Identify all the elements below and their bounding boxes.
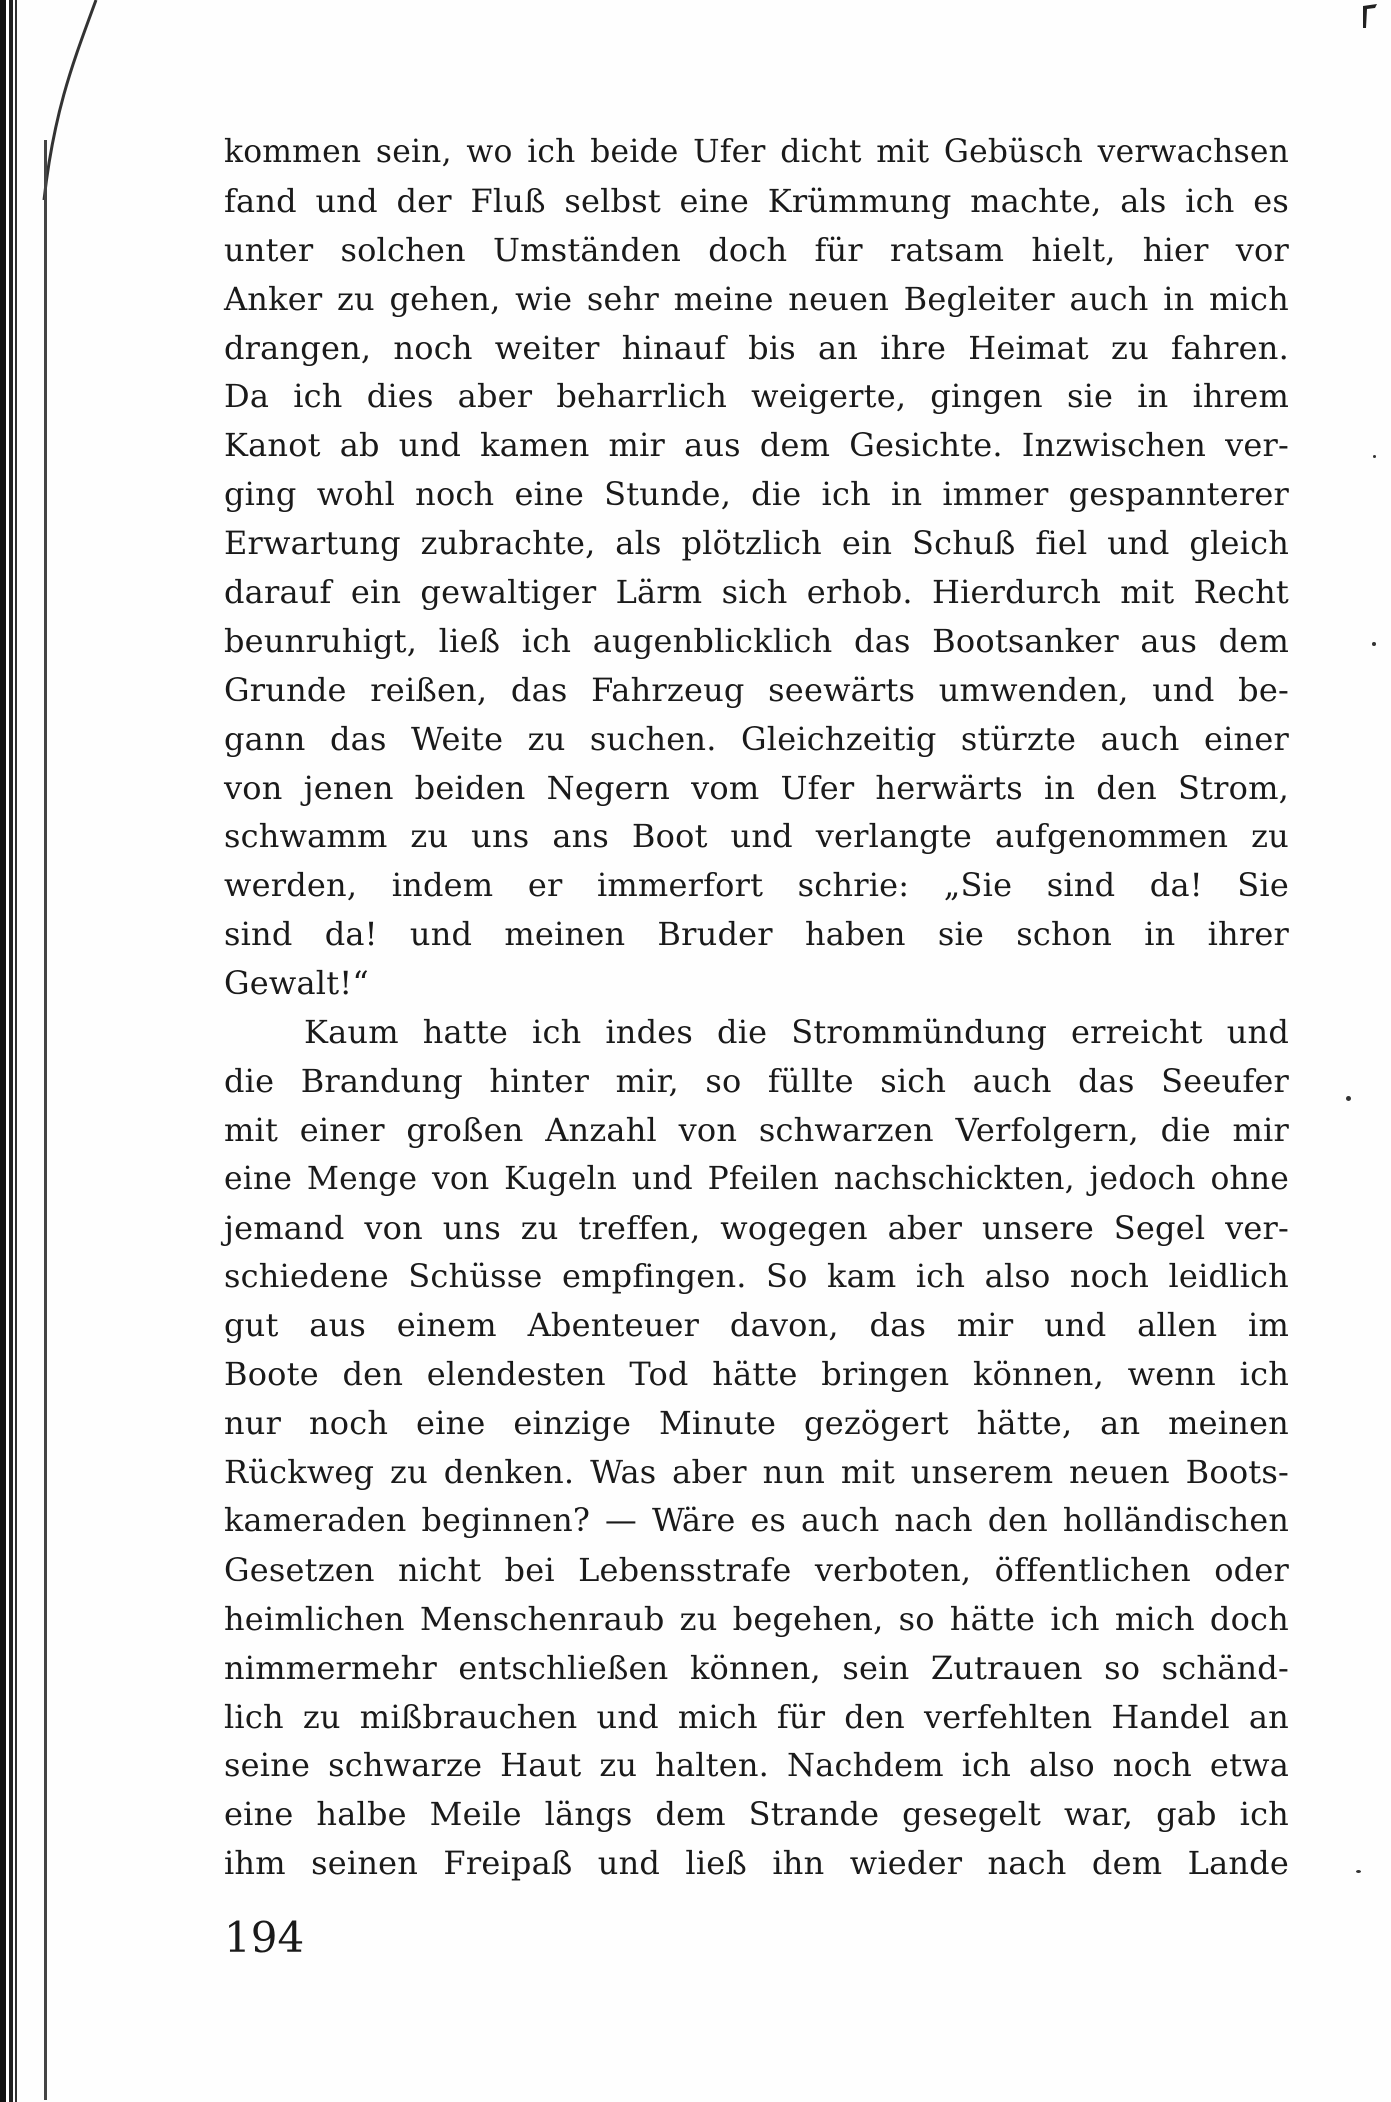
text-line: fand und der Fluß selbst eine Krümmung machte, als ich es	[224, 181, 1289, 220]
text-line: Erwartung zubrachte, als plötzlich ein Schuß fiel und gleich	[224, 524, 1289, 563]
margin-dot	[1346, 1096, 1351, 1101]
corner-mark	[1361, 2, 1381, 32]
text-line: Boote den elendesten Tod hätte bringen können, wenn ich	[224, 1355, 1289, 1394]
text-line: Kanot ab und kamen mir aus dem Gesichte. Inzwischen ver-	[224, 426, 1289, 465]
text-line: Gewalt!“	[224, 964, 369, 1003]
text-line: unter solchen Umständen doch für ratsam hielt, hier vor	[224, 230, 1289, 269]
text-line: werden, indem er immerfort schrie: „Sie sind da! Sie	[224, 866, 1289, 905]
paragraph	[224, 128, 1289, 1008]
text-line: die Brandung hinter mir, so füllte sich auch das Seeufer	[224, 1061, 1289, 1100]
text-line: Rückweg zu denken. Was aber nun mit unserem neuen Boots-	[224, 1453, 1289, 1492]
binding-curve-line	[14, 0, 104, 230]
text-line: jemand von uns zu treffen, wogegen aber unsere Segel ver-	[224, 1208, 1289, 1247]
page-number: 194	[224, 1913, 305, 1962]
margin-dot	[1356, 1870, 1361, 1873]
text-line: Gesetzen nicht bei Lebensstrafe verboten, öffentlichen oder	[224, 1550, 1289, 1589]
text-line: nur noch eine einzige Minute gezögert hätte, an meinen	[224, 1404, 1289, 1443]
text-line: lich zu mißbrauchen und mich für den verfehlten Handel an	[224, 1697, 1289, 1736]
text-line: Anker zu gehen, wie sehr meine neuen Begleiter auch in mich	[224, 279, 1289, 318]
text-line: ging wohl noch eine Stunde, die ich in immer gespannterer	[224, 475, 1289, 514]
text-line: eine halbe Meile längs dem Strande gesegelt war, gab ich	[224, 1795, 1289, 1834]
text-line: kommen sein, wo ich beide Ufer dicht mit Gebüsch verwachsen	[224, 134, 1289, 170]
text-line: schwamm zu uns ans Boot und verlangte aufgenommen zu	[224, 817, 1289, 856]
text-line: beunruhigt, ließ ich augenblicklich das Bootsanker aus dem	[224, 621, 1289, 660]
text-line: gut aus einem Abenteuer davon, das mir und allen im	[224, 1306, 1289, 1345]
text-line: seine schwarze Haut zu halten. Nachdem ich also noch etwa	[224, 1746, 1289, 1785]
text-line: drangen, noch weiter hinauf bis an ihre Heimat zu fahren.	[224, 328, 1289, 367]
paragraph	[224, 1008, 1289, 1888]
text-line: sind da! und meinen Bruder haben sie schon in ihrer	[224, 915, 1289, 954]
text-line: Da ich dies aber beharrlich weigerte, gingen sie in ihrem	[224, 377, 1289, 416]
text-line: darauf ein gewaltiger Lärm sich erhob. Hierdurch mit Recht	[224, 573, 1289, 612]
text-line: gann das Weite zu suchen. Gleichzeitig stürzte auch einer	[224, 719, 1289, 758]
text-line: ihm seinen Freipaß und ließ ihn wieder nach dem Lande	[224, 1844, 1289, 1883]
text-line: schiedene Schüsse empfingen. So kam ich also noch leidlich	[224, 1257, 1289, 1296]
text-line: von jenen beiden Negern vom Ufer herwärts in den Strom,	[224, 768, 1289, 807]
binding-inner-line	[44, 140, 47, 2100]
text-line: eine Menge von Kugeln und Pfeilen nachschickten, jedoch ohne	[224, 1160, 1289, 1197]
margin-dot	[1373, 455, 1376, 458]
text-line: mit einer großen Anzahl von schwarzen Verfolgern, die mir	[224, 1110, 1289, 1149]
body-text	[224, 128, 1289, 1888]
text-line: heimlichen Menschenraub zu begehen, so hätte ich mich doch	[224, 1599, 1289, 1638]
margin-dot	[1372, 642, 1376, 646]
text-line: nimmermehr entschließen können, sein Zutrauen so schänd-	[224, 1648, 1289, 1687]
text-line: Kaum hatte ich indes die Strommündung erreicht und	[304, 1013, 1289, 1052]
text-line: Grunde reißen, das Fahrzeug seewärts umwenden, und be-	[224, 670, 1289, 709]
binding-edge	[0, 0, 20, 2102]
text-line: kameraden beginnen? — Wäre es auch nach den holländischen	[224, 1502, 1289, 1539]
